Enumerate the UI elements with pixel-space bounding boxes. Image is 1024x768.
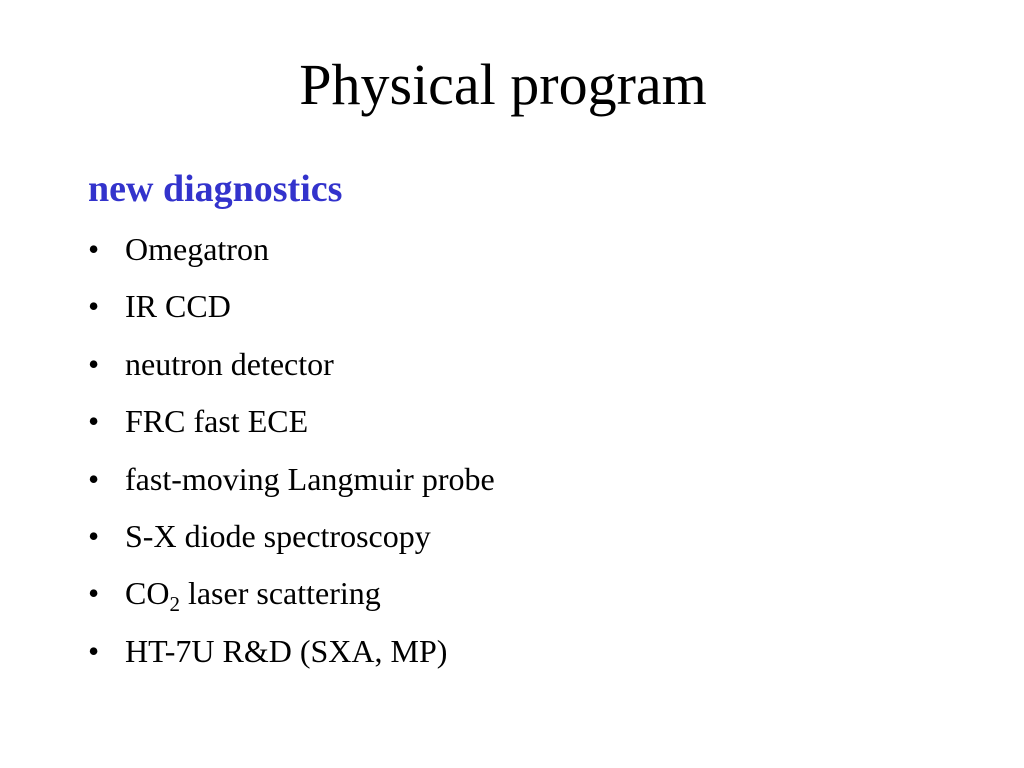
- slide-title: Physical program: [299, 52, 707, 117]
- section-subheading: new diagnostics: [88, 168, 343, 210]
- chemical-formula-base: CO: [125, 575, 170, 612]
- list-item: [88, 457, 495, 514]
- bullet-icon: •: [88, 632, 100, 669]
- list-item-text: FRC fast ECE: [125, 403, 309, 440]
- bullet-icon: •: [88, 517, 100, 554]
- bullet-icon: •: [88, 575, 100, 612]
- list-item-text: IR CCD: [125, 288, 231, 325]
- list-item: [88, 227, 495, 284]
- list-item-text: neutron detector: [125, 345, 334, 382]
- list-item: [88, 399, 495, 456]
- list-item-text: S-X diode spectroscopy: [125, 517, 431, 554]
- list-item-text: [125, 571, 381, 615]
- list-item: [88, 284, 495, 341]
- bullet-icon: •: [88, 231, 100, 267]
- list-item: [88, 571, 495, 628]
- list-item-text: HT-7U R&D (SXA, MP): [125, 632, 448, 669]
- list-item-text-rest: laser scattering: [179, 575, 381, 612]
- list-item: [88, 629, 495, 686]
- bullet-list: [88, 227, 495, 686]
- bullet-icon: •: [88, 288, 100, 325]
- bullet-icon: •: [88, 403, 100, 440]
- list-item-text: fast-moving Langmuir probe: [125, 460, 495, 497]
- list-item: [88, 342, 495, 399]
- chemical-formula-subscript: 2: [169, 592, 180, 617]
- list-item: [88, 514, 495, 571]
- bullet-icon: •: [88, 345, 100, 382]
- list-item-text: Omegatron: [125, 231, 269, 267]
- bullet-icon: •: [88, 460, 100, 497]
